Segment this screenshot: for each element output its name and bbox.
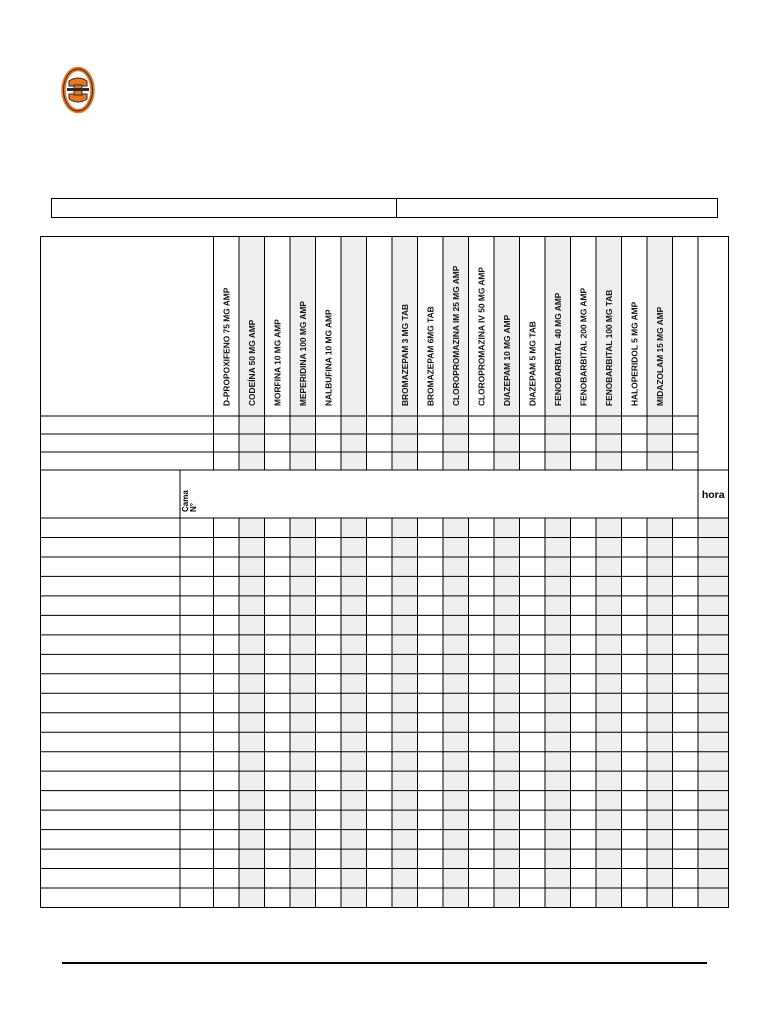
header-info-box (51, 198, 718, 218)
medication-label: MORFINA 10 MG AMP (272, 319, 283, 406)
medication-label: D-PROPOXIFENO 75 MG AMP (221, 287, 232, 406)
hospital-logo (61, 66, 95, 114)
medication-control-table (40, 236, 729, 908)
medication-grid (40, 236, 729, 908)
medication-label: CLOROPROMAZINA IM 25 MG AMP (450, 265, 461, 406)
medication-label: BROMAZEPAM 3 MG TAB (399, 303, 410, 406)
medication-label: FENOBARBITAL 40 MG AMP (552, 292, 563, 406)
medication-label: CLOROPROMAZINA IV 50 MG AMP (476, 267, 487, 406)
medication-label: MIDAZOLAM 15 MG AMP (654, 306, 665, 406)
medication-label: CODEÍNA 50 MG AMP (246, 319, 257, 406)
medication-label: FENOBARBITAL 100 MG TAB (603, 289, 614, 406)
table-border (41, 237, 729, 908)
header-info-divider (396, 199, 397, 217)
medication-label: MEPERIDINA 100 MG AMP (297, 300, 308, 406)
medication-label: FENOBARBITAL 200 MG AMP (578, 287, 589, 406)
shaded-column (341, 236, 367, 470)
footer-line (62, 962, 707, 964)
medication-label: HALOPERIDOL 5 MG AMP (629, 301, 640, 406)
medication-label: NALBUFINA 10 MG AMP (323, 309, 334, 406)
bed-number-header: N°Cama (181, 490, 198, 512)
medication-label: DIAZEPAM 5 MG TAB (527, 321, 538, 406)
medication-label: BROMAZEPAM 6MG TAB (425, 306, 436, 406)
medication-label: DIAZEPAM 10 MG AMP (501, 314, 512, 406)
hour-header: hora (701, 489, 725, 501)
